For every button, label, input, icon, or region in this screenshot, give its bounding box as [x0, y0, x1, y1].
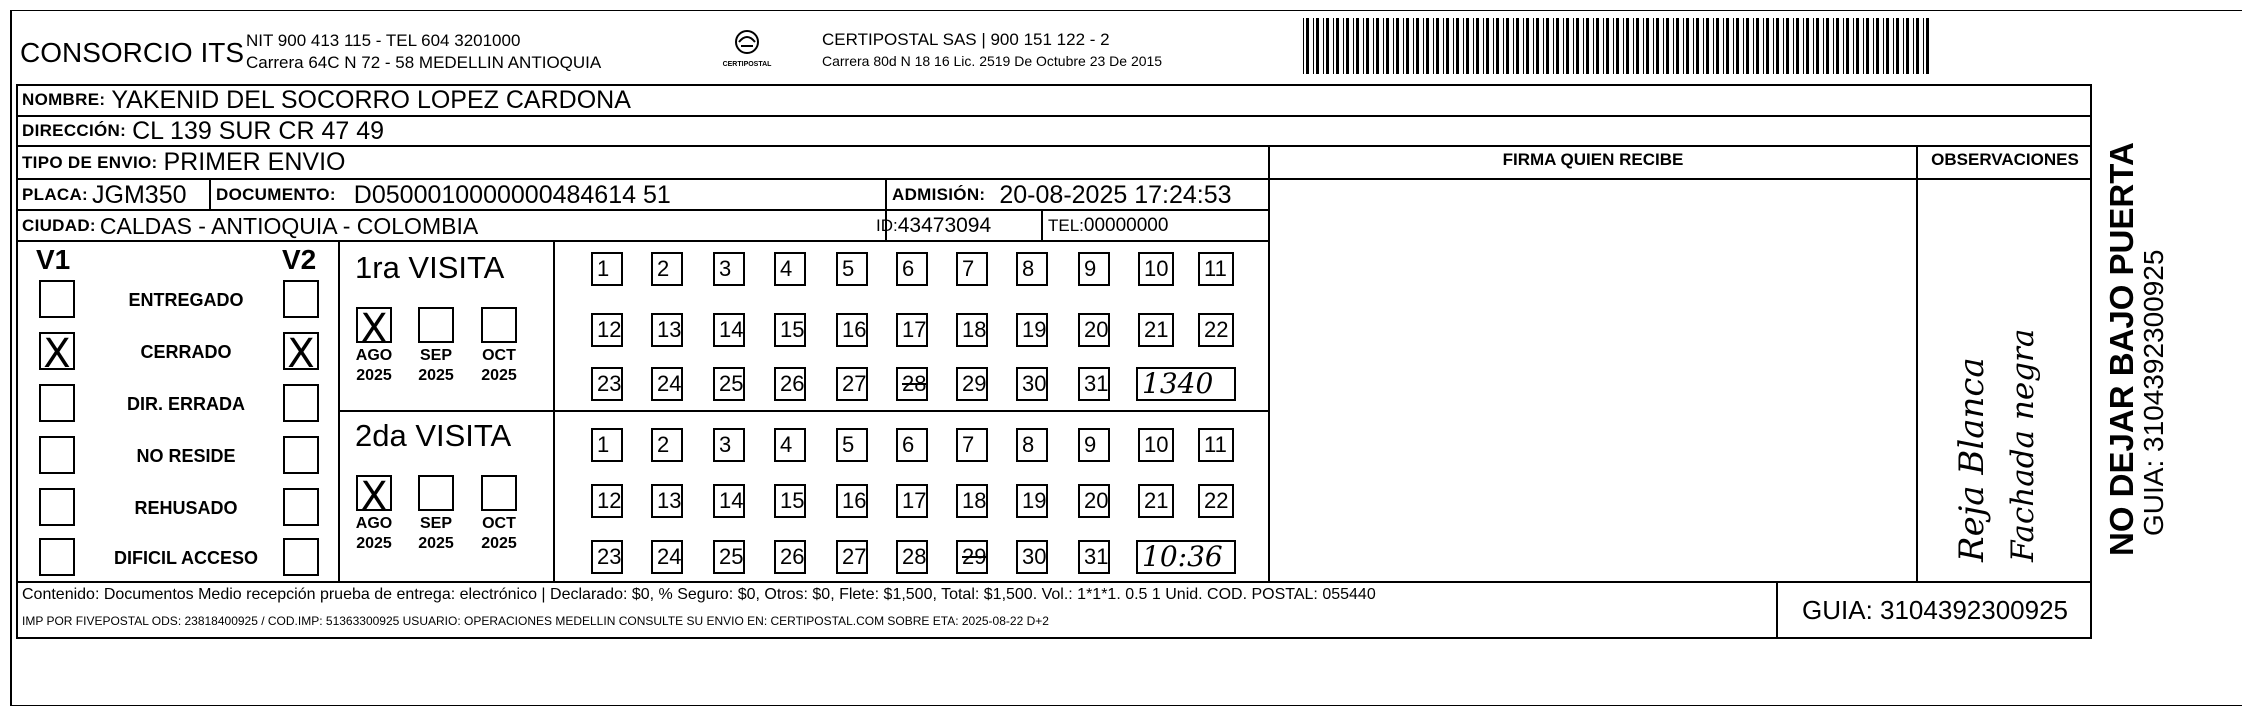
- barcode-bar: [1423, 18, 1424, 74]
- handwritten-note-1: Reja Blanca: [1952, 357, 1992, 562]
- barcode-bar: [1313, 18, 1314, 74]
- first-visit-day[interactable]: 4: [774, 252, 806, 286]
- first-month-checkbox[interactable]: [481, 307, 517, 343]
- v1-checkbox[interactable]: [39, 436, 75, 474]
- barcode-bar: [1836, 18, 1839, 74]
- month-name: SEP: [419, 347, 452, 364]
- ciudad-value: CALDAS - ANTIOQUIA - COLOMBIA: [99, 212, 479, 239]
- barcode-bar: [1596, 18, 1599, 74]
- barcode-bar: [1753, 18, 1754, 74]
- first-visit-day[interactable]: 17: [896, 313, 928, 347]
- barcode-bar: [1603, 18, 1604, 74]
- barcode-bar: [1523, 18, 1524, 74]
- placa-label: PLACA:: [22, 185, 89, 204]
- barcode-bar: [1873, 18, 1874, 74]
- barcode-bar: [1343, 18, 1344, 74]
- barcode-bar: [1413, 18, 1414, 74]
- barcode-bar: [1616, 18, 1619, 74]
- tipo-value: PRIMER ENVIO: [163, 148, 346, 176]
- barcode-bar: [1566, 18, 1569, 74]
- company-name: CONSORCIO ITS: [20, 37, 245, 68]
- check-mark: X: [43, 331, 71, 377]
- barcode-bar: [1516, 18, 1519, 74]
- v1-checkbox[interactable]: [39, 538, 75, 576]
- barcode-bar: [1353, 18, 1354, 74]
- barcode-bar: [1653, 18, 1654, 74]
- barcode-bar: [1426, 18, 1429, 74]
- barcode-bar: [1483, 18, 1484, 74]
- barcode-bar: [1726, 18, 1729, 74]
- barcode-bar: [1903, 18, 1904, 74]
- second-visit-day[interactable]: 12: [591, 484, 623, 518]
- first-visit-day[interactable]: 19: [1016, 313, 1048, 347]
- first-month-label: [473, 346, 525, 386]
- first-visit-day[interactable]: 24: [651, 367, 683, 401]
- barcode-bar: [1693, 18, 1694, 74]
- second-month-label: [410, 514, 462, 554]
- second-visit-day[interactable]: 18: [956, 484, 988, 518]
- barcode-bar: [1613, 18, 1614, 74]
- barcode-bar: [1583, 18, 1584, 74]
- first-visit-day[interactable]: 26: [774, 367, 806, 401]
- barcode-bar: [1306, 18, 1309, 74]
- first-visit-day[interactable]: 5: [836, 252, 868, 286]
- second-visit-day[interactable]: 22: [1198, 484, 1234, 518]
- first-month-label: [348, 346, 400, 386]
- month-name: SEP: [419, 515, 452, 532]
- id-label: ID:: [876, 216, 898, 235]
- barcode-bar: [1713, 18, 1714, 74]
- second-visit-day[interactable]: 27: [836, 540, 868, 574]
- barcode-bar: [1493, 18, 1494, 74]
- second-month-label: [473, 514, 525, 554]
- second-month-checkbox[interactable]: [418, 475, 454, 511]
- second-visit-day[interactable]: 29: [956, 540, 988, 574]
- handwritten-note-2: Fachada negra: [2005, 328, 2041, 562]
- barcode-bar: [1853, 18, 1854, 74]
- month-name: AGO: [355, 515, 393, 532]
- first-visit-day[interactable]: 29: [956, 367, 988, 401]
- carrier-name: CERTIPOSTAL SAS | 900 151 122 - 2: [822, 30, 1110, 49]
- second-visit-day[interactable]: 10: [1138, 428, 1174, 462]
- first-visit-day[interactable]: 16: [836, 313, 868, 347]
- first-visit-day[interactable]: 7: [956, 252, 988, 286]
- logo-text: CERTIPOSTAL: [722, 61, 772, 68]
- barcode-bar: [1503, 18, 1504, 74]
- second-visit-day[interactable]: 20: [1078, 484, 1110, 518]
- direccion-value: CL 139 SUR CR 47 49: [132, 116, 385, 145]
- second-visit-day[interactable]: 23: [591, 540, 623, 574]
- barcode-bar: [1733, 18, 1734, 74]
- first-visit-day[interactable]: 31: [1078, 367, 1110, 401]
- v2-checkbox[interactable]: [283, 538, 319, 576]
- second-visit-day[interactable]: 3: [713, 428, 745, 462]
- second-visit-day[interactable]: 17: [896, 484, 928, 518]
- barcode-bar: [1716, 18, 1719, 74]
- barcode-bar: [1743, 18, 1744, 74]
- company-address: Carrera 64C N 72 - 58 MEDELLIN ANTIOQUIA: [246, 53, 602, 72]
- barcode-bar: [1586, 18, 1589, 74]
- barcode-bar: [1436, 18, 1439, 74]
- barcode-bar: [1393, 18, 1394, 74]
- barcode-bar: [1406, 18, 1409, 74]
- month-name: OCT: [482, 515, 516, 532]
- v2-label: V2: [282, 244, 317, 275]
- company-nit: NIT 900 413 115 - TEL 604 3201000: [246, 31, 521, 50]
- second-visit-day[interactable]: 26: [774, 540, 806, 574]
- barcode-bar: [1676, 18, 1679, 74]
- nombre-label: NOMBRE:: [22, 90, 106, 109]
- barcode: [1303, 18, 1935, 74]
- nombre-row: [22, 85, 631, 115]
- direccion-row: [22, 116, 384, 146]
- check-mark: X: [287, 331, 315, 377]
- barcode-bar: [1433, 18, 1434, 74]
- second-month-label: [348, 514, 400, 554]
- observaciones-label: OBSERVACIONES: [1931, 150, 2079, 169]
- barcode-bar: [1906, 18, 1909, 74]
- col-divider: [1041, 211, 1043, 241]
- second-visit-day[interactable]: 1: [591, 428, 623, 462]
- barcode-bar: [1593, 18, 1594, 74]
- first-month-checkbox[interactable]: [418, 307, 454, 343]
- first-visit-day[interactable]: 25: [713, 367, 745, 401]
- col-divider: [1916, 145, 1918, 582]
- barcode-bar: [1496, 18, 1499, 74]
- barcode-bar: [1843, 18, 1844, 74]
- barcode-bar: [1533, 18, 1534, 74]
- first-visit-day[interactable]: 22: [1198, 313, 1234, 347]
- documento-label: DOCUMENTO:: [216, 185, 336, 204]
- nombre-value: YAKENID DEL SOCORRO LOPEZ CARDONA: [111, 85, 631, 114]
- barcode-bar: [1703, 18, 1704, 74]
- barcode-bar: [1736, 18, 1739, 74]
- col-divider: [1268, 178, 2092, 180]
- barcode-bar: [1476, 18, 1479, 74]
- barcode-bar: [1553, 18, 1554, 74]
- barcode-bar: [1856, 18, 1859, 74]
- month-year: 2025: [418, 367, 454, 384]
- barcode-bar: [1373, 18, 1374, 74]
- status-label: DIFICIL ACCESO: [113, 548, 258, 568]
- barcode-bar: [1573, 18, 1574, 74]
- first-visit-day[interactable]: 21: [1138, 313, 1174, 347]
- barcode-bar: [1886, 18, 1889, 74]
- barcode-bar: [1896, 18, 1899, 74]
- barcode-bar: [1466, 18, 1469, 74]
- barcode-bar: [1363, 18, 1364, 74]
- footer-guia: GUIA: 3104392300925: [1802, 595, 2068, 625]
- barcode-bar: [1816, 18, 1819, 74]
- barcode-bar: [1443, 18, 1444, 74]
- first-visit-day[interactable]: 27: [836, 367, 868, 401]
- barcode-bar: [1646, 18, 1649, 74]
- first-visit-day[interactable]: 15: [774, 313, 806, 347]
- barcode-bar: [1383, 18, 1384, 74]
- barcode-bar: [1796, 18, 1799, 74]
- v1-checkbox[interactable]: [39, 280, 75, 318]
- first-visit-day[interactable]: 10: [1138, 252, 1174, 286]
- col-divider: [1268, 145, 1270, 582]
- barcode-bar: [1806, 18, 1809, 74]
- first-visit-title: 1ra VISITA: [355, 250, 505, 285]
- second-month-checkbox[interactable]: [356, 474, 392, 520]
- barcode-bar: [1456, 18, 1459, 74]
- first-visit-day[interactable]: 14: [713, 313, 745, 347]
- barcode-bar: [1453, 18, 1454, 74]
- second-visit-day[interactable]: 15: [774, 484, 806, 518]
- barcode-bar: [1793, 18, 1794, 74]
- barcode-bar: [1543, 18, 1544, 74]
- first-visit-day[interactable]: 8: [1016, 252, 1048, 286]
- barcode-bar: [1863, 18, 1864, 74]
- barcode-bar: [1803, 18, 1804, 74]
- check-mark: X: [360, 474, 388, 520]
- second-visit-day[interactable]: 24: [651, 540, 683, 574]
- admision-value: 20-08-2025 17:24:53: [999, 180, 1232, 209]
- barcode-bar: [1766, 18, 1769, 74]
- first-visit-day[interactable]: 3: [713, 252, 745, 286]
- second-month-checkbox[interactable]: [481, 475, 517, 511]
- barcode-bar: [1576, 18, 1579, 74]
- admision-row: [892, 180, 1232, 210]
- id-row: [876, 211, 991, 241]
- v2-checkbox[interactable]: [283, 488, 319, 526]
- first-visit-day[interactable]: 2: [651, 252, 683, 286]
- second-visit-day[interactable]: 5: [836, 428, 868, 462]
- barcode-bar: [1813, 18, 1814, 74]
- v1-checkbox[interactable]: [39, 331, 75, 377]
- barcode-bar: [1926, 18, 1929, 74]
- side-warning: NO DEJAR BAJO PUERTA: [2103, 142, 2140, 556]
- barcode-bar: [1773, 18, 1774, 74]
- barcode-bar: [1643, 18, 1644, 74]
- v1-checkbox[interactable]: [39, 384, 75, 422]
- barcode-bar: [1866, 18, 1869, 74]
- first-visit-day[interactable]: 18: [956, 313, 988, 347]
- second-visit-title: 2da VISITA: [355, 418, 512, 453]
- barcode-bar: [1786, 18, 1789, 74]
- second-visit-day[interactable]: 28: [896, 540, 928, 574]
- barcode-bar: [1663, 18, 1664, 74]
- barcode-bar: [1546, 18, 1549, 74]
- v1-label: V1: [36, 244, 71, 275]
- first-visit-day[interactable]: 9: [1078, 252, 1110, 286]
- barcode-bar: [1366, 18, 1369, 74]
- barcode-bar: [1633, 18, 1634, 74]
- barcode-bar: [1386, 18, 1389, 74]
- first-month-label: [410, 346, 462, 386]
- barcode-bar: [1473, 18, 1474, 74]
- barcode-bar: [1783, 18, 1784, 74]
- barcode-bar: [1563, 18, 1564, 74]
- barcode-bar: [1833, 18, 1834, 74]
- barcode-bar: [1486, 18, 1489, 74]
- barcode-bar: [1556, 18, 1559, 74]
- barcode-bar: [1756, 18, 1759, 74]
- barcode-bar: [1536, 18, 1539, 74]
- barcode-bar: [1846, 18, 1849, 74]
- barcode-bar: [1923, 18, 1924, 74]
- barcode-bar: [1446, 18, 1449, 74]
- tipo-label: TIPO DE ENVIO:: [22, 152, 158, 172]
- barcode-bar: [1623, 18, 1624, 74]
- first-visit-day[interactable]: 1: [591, 252, 623, 286]
- barcode-bar: [1513, 18, 1514, 74]
- first-visit-day[interactable]: 11: [1198, 252, 1234, 286]
- first-visit-time[interactable]: 1340: [1136, 367, 1236, 401]
- barcode-bar: [1416, 18, 1419, 74]
- second-visit-day[interactable]: 8: [1016, 428, 1048, 462]
- tipo-row: [22, 147, 345, 178]
- ciudad-row: [22, 211, 478, 241]
- check-mark: X: [360, 306, 388, 352]
- barcode-bar: [1323, 18, 1324, 74]
- second-visit-day[interactable]: 19: [1016, 484, 1048, 518]
- second-visit-day[interactable]: 11: [1198, 428, 1234, 462]
- status-label: CERRADO: [140, 342, 232, 362]
- barcode-bar: [1683, 18, 1684, 74]
- second-visit-day[interactable]: 7: [956, 428, 988, 462]
- second-visit-day[interactable]: 14: [713, 484, 745, 518]
- barcode-bar: [1686, 18, 1689, 74]
- barcode-bar: [1826, 18, 1829, 74]
- barcode-bar: [1636, 18, 1639, 74]
- placa-value: JGM350: [92, 180, 187, 209]
- second-visit-day[interactable]: 16: [836, 484, 868, 518]
- barcode-bar: [1356, 18, 1359, 74]
- barcode-bar: [1893, 18, 1894, 74]
- barcode-bar: [1396, 18, 1399, 74]
- barcode-bar: [1526, 18, 1529, 74]
- second-visit-day[interactable]: 6: [896, 428, 928, 462]
- barcode-bar: [1823, 18, 1824, 74]
- first-visit-day[interactable]: 28: [896, 367, 928, 401]
- barcode-bar: [1656, 18, 1659, 74]
- first-visit-day[interactable]: 23: [591, 367, 623, 401]
- barcode-bar: [1626, 18, 1629, 74]
- side-guia: GUIA: 3104392300925: [2138, 249, 2169, 536]
- barcode-bar: [1913, 18, 1914, 74]
- col-divider: [553, 242, 555, 582]
- month-name: OCT: [482, 347, 516, 364]
- month-year: 2025: [418, 535, 454, 552]
- barcode-bar: [1673, 18, 1674, 74]
- col-divider: [338, 242, 340, 582]
- barcode-bar: [1876, 18, 1879, 74]
- second-visit-day[interactable]: 9: [1078, 428, 1110, 462]
- first-visit-day[interactable]: 20: [1078, 313, 1110, 347]
- placa-row: [22, 180, 187, 210]
- barcode-bar: [1333, 18, 1334, 74]
- barcode-bar: [1763, 18, 1764, 74]
- second-visit-day[interactable]: 13: [651, 484, 683, 518]
- v2-checkbox[interactable]: [283, 384, 319, 422]
- v2-checkbox[interactable]: [283, 436, 319, 474]
- barcode-bar: [1316, 18, 1319, 74]
- barcode-bar: [1916, 18, 1919, 74]
- status-label: REHUSADO: [134, 498, 238, 518]
- barcode-bar: [1463, 18, 1464, 74]
- month-year: 2025: [356, 535, 392, 552]
- first-visit-day[interactable]: 6: [896, 252, 928, 286]
- month-year: 2025: [481, 535, 517, 552]
- status-label: NO RESIDE: [136, 446, 236, 466]
- barcode-bar: [1746, 18, 1749, 74]
- v2-checkbox[interactable]: [283, 331, 319, 377]
- status-label: ENTREGADO: [128, 290, 244, 310]
- direccion-label: DIRECCIÓN:: [22, 121, 127, 140]
- firma-label: FIRMA QUIEN RECIBE: [1502, 150, 1684, 169]
- status-label: DIR. ERRADA: [126, 394, 245, 414]
- tel-row: [1048, 211, 1168, 241]
- second-visit-day[interactable]: 2: [651, 428, 683, 462]
- barcode-bar: [1776, 18, 1779, 74]
- barcode-bar: [1883, 18, 1884, 74]
- footer-contenido: Contenido: Documentos Medio recepción prueba de entrega: electrónico | Declarado: $0, % Seguro: $0, Otros: $0, Flete: $1,500, Total: $1,500. Vol.: 1*1*1. 0.5 1 Unid. COD. POSTAL: 055440: [22, 586, 1376, 603]
- barcode-bar: [1723, 18, 1724, 74]
- documento-row: [216, 180, 671, 210]
- barcode-bar: [1346, 18, 1349, 74]
- first-visit-day[interactable]: 13: [651, 313, 683, 347]
- second-visit-day[interactable]: 25: [713, 540, 745, 574]
- barcode-bar: [1706, 18, 1709, 74]
- month-year: 2025: [356, 367, 392, 384]
- tel-label: TEL:: [1048, 216, 1084, 235]
- barcode-bar: [1606, 18, 1609, 74]
- barcode-bar: [1336, 18, 1339, 74]
- footer-imp: IMP POR FIVEPOSTAL ODS: 23818400925 / COD.IMP: 51363300925 USUARIO: OPERACIONES MEDELLIN CONSULTE SU ENVIO EN: CERTIPOSTAL.COM SOBRE ETA: 2025-08-22 D+2: [22, 614, 1049, 628]
- second-visit-day[interactable]: 30: [1016, 540, 1048, 574]
- barcode-bar: [1326, 18, 1329, 74]
- v1-checkbox[interactable]: [39, 488, 75, 526]
- row-divider: [338, 410, 1268, 412]
- first-visit-day[interactable]: 12: [591, 313, 623, 347]
- barcode-bar: [1403, 18, 1404, 74]
- barcode-bar: [1666, 18, 1669, 74]
- barcode-bar: [1376, 18, 1379, 74]
- month-name: AGO: [355, 347, 393, 364]
- admision-label: ADMISIÓN:: [892, 185, 986, 204]
- first-month-checkbox[interactable]: [356, 306, 392, 352]
- barcode-bar: [1506, 18, 1509, 74]
- v2-checkbox[interactable]: [283, 280, 319, 318]
- id-value: 43473094: [897, 214, 992, 237]
- col-divider: [209, 180, 211, 210]
- carrier-license: Carrera 80d N 18 16 Lic. 2519 De Octubre 23 De 2015: [822, 53, 1163, 69]
- tel-value: 00000000: [1083, 215, 1169, 236]
- documento-value: D0500010000000484614 51: [353, 180, 671, 209]
- second-visit-time[interactable]: 10:36: [1136, 540, 1236, 574]
- first-visit-day[interactable]: 30: [1016, 367, 1048, 401]
- second-visit-day[interactable]: 31: [1078, 540, 1110, 574]
- ciudad-label: CIUDAD:: [22, 216, 96, 235]
- month-year: 2025: [481, 367, 517, 384]
- second-visit-day[interactable]: 21: [1138, 484, 1174, 518]
- barcode-bar: [1696, 18, 1699, 74]
- second-visit-day[interactable]: 4: [774, 428, 806, 462]
- barcode-bar: [1303, 18, 1304, 74]
